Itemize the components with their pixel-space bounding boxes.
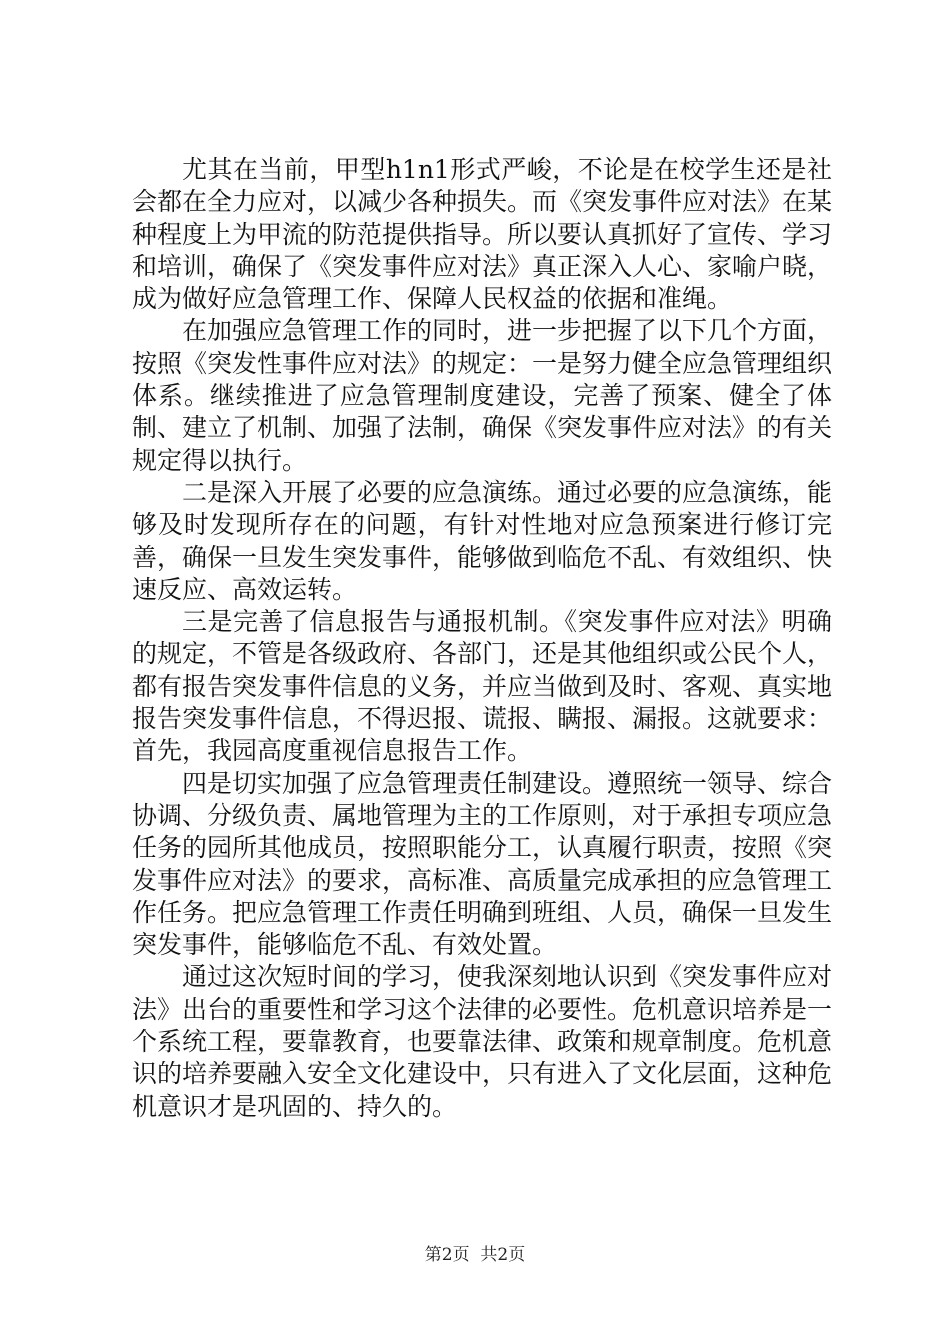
page-footer	[0, 1244, 950, 1266]
paragraph: 二是深入开展了必要的应急演练。通过必要的应急演练，能够及时发现所存在的问题，有针对性地对应急预案进行修订完善，确保一旦发生突发事件，能够做到临危不乱、有效组织、快速反应、高效运转。	[132, 477, 833, 604]
paragraph: 三是完善了信息报告与通报机制。《突发事件应对法》明确的规定，不管是各级政府、各部门，还是其他组织或公民个人，都有报告突发事件信息的义务，并应当做到及时、客观、真实地报告突发事件信息，不得迟报、谎报、瞒报、漏报。这就要求：首先，我园高度重视信息报告工作。	[132, 607, 833, 766]
paragraph: 四是切实加强了应急管理责任制建设。遵照统一领导、综合协调、分级负责、属地管理为主的工作原则，对于承担专项应急任务的园所其他成员，按照职能分工，认真履行职责，按照《突发事件应对法》的要求，高标准、高质量完成承担的应急管理工作任务。把应急管理工作责任明确到班组、人员，确保一旦发生突发事件，能够临危不乱、有效处置。	[132, 768, 833, 960]
page-number-label: 第2页 共2页	[424, 1245, 526, 1265]
paragraph: 通过这次短时间的学习，使我深刻地认识到《突发事件应对法》出台的重要性和学习这个法律的必要性。危机意识培养是一个系统工程，要靠教育，也要靠法律、政策和规章制度。危机意识的培养要融入安全文化建设中，只有进入了文化层面，这种危机意识才是巩固的、持久的。	[132, 962, 833, 1121]
paragraph: 尤其在当前，甲型h1n1形式严峻，不论是在校学生还是社会都在全力应对，以减少各种损失。而《突发事件应对法》在某种程度上为甲流的防范提供指导。所以要认真抓好了宣传、学习和培训，确保了《突发事件应对法》真正深入人心、家喻户晓，成为做好应急管理工作、保障人民权益的依据和准绳。	[132, 155, 833, 314]
document-body	[132, 154, 832, 1123]
paragraph: 在加强应急管理工作的同时，进一步把握了以下几个方面，按照《突发性事件应对法》的规定：一是努力健全应急管理组织体系。继续推进了应急管理制度建设，完善了预案、健全了体制、建立了机制、加强了法制，确保《突发事件应对法》的有关规定得以执行。	[132, 316, 833, 475]
